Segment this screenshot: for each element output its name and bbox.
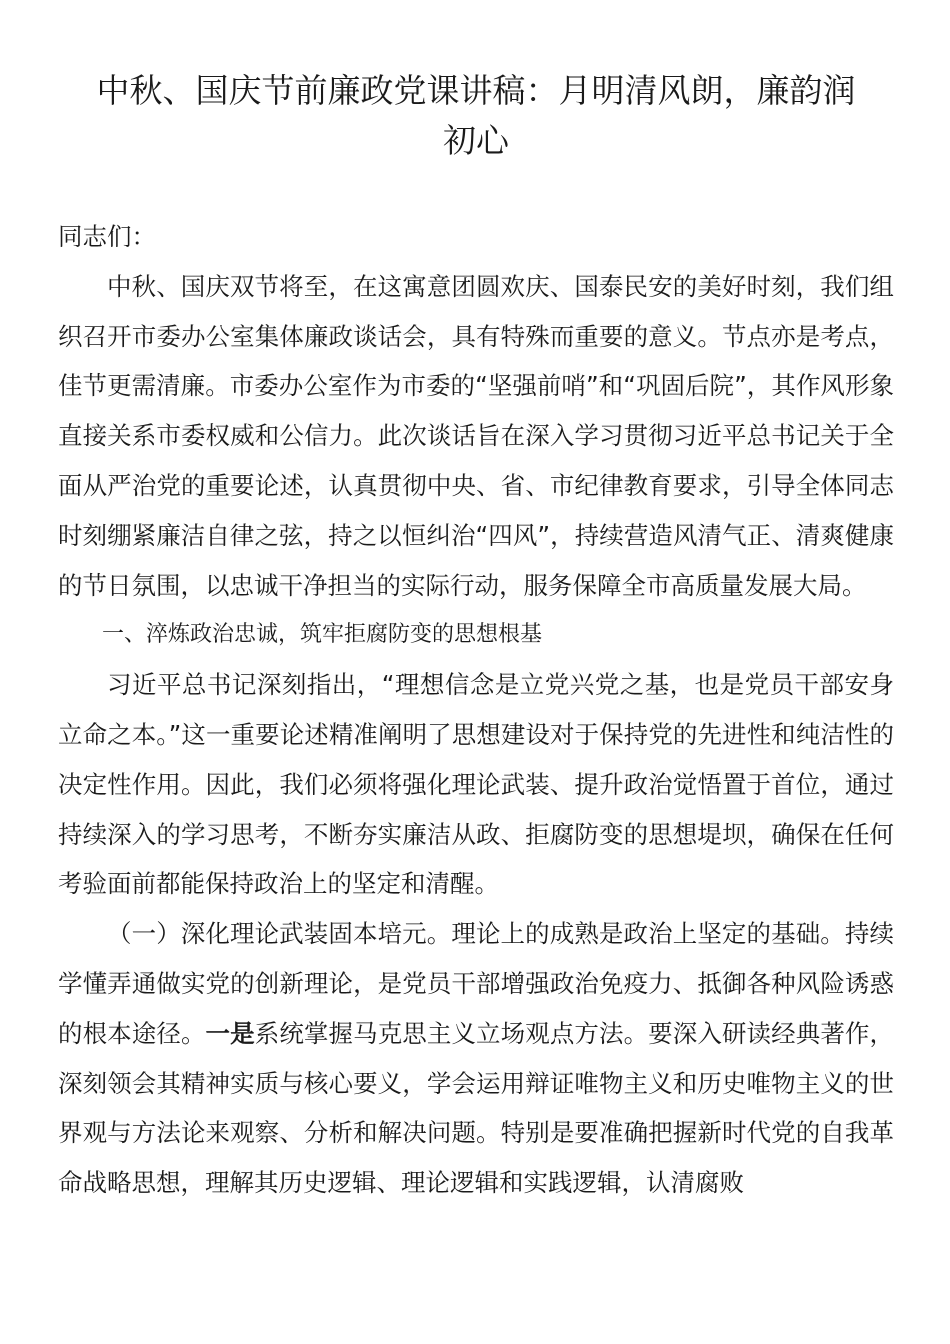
document-body [58, 212, 894, 1208]
document-title [58, 66, 894, 166]
title-line-1: 中秋、国庆节前廉政党课讲稿：月明清风朗，廉韵润 [96, 71, 856, 110]
salutation: 同志们： [58, 222, 156, 251]
bold-marker: 一是 [205, 1018, 255, 1048]
document-page [58, 66, 894, 1208]
subsection-text-part2: 系统掌握马克思主义立场观点方法。要深入研读经典著作，深刻领会其精神实质与核心要义，学会运用辩证唯物主义和历史唯物主义的世界观与方法论来观察、分析和解决问题。特别是要准确把握新时代党的自我革命战略思想，理解其历史逻辑、理论逻辑和实践逻辑，认清腐败 [58, 1018, 895, 1198]
section-heading-1: 一、淬炼政治忠诚，筑牢拒腐防变的思想根基 [102, 622, 543, 648]
paragraph-intro: 中秋、国庆双节将至，在这寓意团圆欢庆、国泰民安的美好时刻，我们组织召开市委办公室集体廉政谈话会，具有特殊而重要的意义。节点亦是考点，佳节更需清廉。市委办公室作为市委的“坚强前哨”和“巩固后院”，其作风形象直接关系市委权威和公信力。此次谈话旨在深入学习贯彻习近平总书记关于全面从严治党的重要论述，认真贯彻中央、省、市纪律教育要求，引导全体同志时刻绷紧廉洁自律之弦，持之以恒纠治“四风”，持续营造风清气正、清爽健康的节日氛围，以忠诚干净担当的实际行动，服务保障全市高质量发展大局。 [58, 271, 894, 600]
paragraph-subsection1 [58, 909, 894, 1208]
paragraph-section1: 习近平总书记深刻指出，“理想信念是立党兴党之基，也是党员干部安身立命之本。”这一重要论述精准阐明了思想建设对于保持党的先进性和纯洁性的决定性作用。因此，我们必须将强化理论武装、提升政治觉悟置于首位，通过持续深入的学习思考，不断夯实廉洁从政、拒腐防变的思想堤坝，确保在任何考验面前都能保持政治上的坚定和清醒。 [58, 670, 894, 899]
title-line-2: 初心 [443, 121, 509, 160]
subsection-text-part1: （一）深化理论武装固本培元。理论上的成熟是政治上坚定的基础。持续学懂弄通做实党的创新理论，是党员干部增强政治免疫力、抵御各种风险诱惑的根本途径。 [58, 919, 894, 1048]
